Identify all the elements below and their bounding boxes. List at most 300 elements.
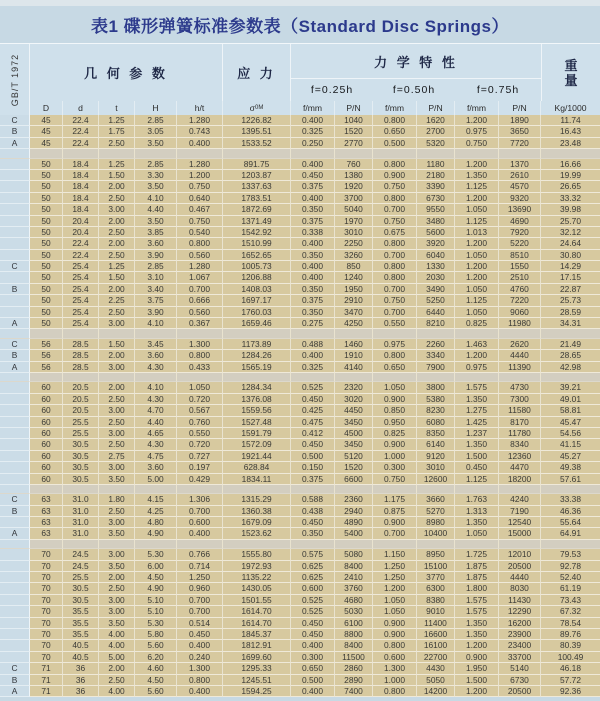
table-cell: 3450 xyxy=(335,417,373,428)
table-cell: 1.175 xyxy=(373,494,417,505)
table-cell: 3.60 xyxy=(135,350,177,361)
table-cell: 92.78 xyxy=(541,561,600,572)
table-cell: 1395.51 xyxy=(223,126,291,137)
table-cell: 25.4 xyxy=(63,261,99,272)
table-cell: 0.560 xyxy=(177,250,223,261)
table-cell: 4.75 xyxy=(135,451,177,462)
table-cell: 1.125 xyxy=(455,181,499,192)
table-cell xyxy=(177,149,223,158)
series-cell xyxy=(0,618,30,629)
table-cell: 2.00 xyxy=(99,216,135,227)
table-cell: 0.700 xyxy=(373,250,417,261)
table-cell: 4.70 xyxy=(135,405,177,416)
table-cell: 1.500 xyxy=(455,675,499,686)
table-cell: 14.29 xyxy=(541,261,600,272)
table-cell: 0.750 xyxy=(373,474,417,485)
table-cell: 1.200 xyxy=(455,159,499,170)
header-stress: 应 力 xyxy=(223,44,291,101)
table-cell: 1659.46 xyxy=(223,318,291,329)
table-cell: 25.4 xyxy=(63,272,99,283)
table-cell: 0.400 xyxy=(177,138,223,149)
table-cell: 2.50 xyxy=(99,394,135,405)
table-cell: 1460 xyxy=(335,339,373,350)
table-cell: 11780 xyxy=(499,428,541,439)
table-cell: 3.50 xyxy=(99,528,135,539)
table-row xyxy=(0,382,600,393)
table-cell: 4.80 xyxy=(135,517,177,528)
table-cell: 0.375 xyxy=(291,216,335,227)
table-cell: 1226.82 xyxy=(223,115,291,126)
table-cell: 50 xyxy=(30,159,63,170)
table-cell: 16.43 xyxy=(541,126,600,137)
table-cell: 1206.88 xyxy=(223,272,291,283)
table-cell: 4760 xyxy=(499,284,541,295)
table-cell: 15100 xyxy=(417,561,455,572)
table-cell: 60 xyxy=(30,394,63,405)
table-cell: 1.575 xyxy=(455,382,499,393)
table-cell: 30.80 xyxy=(541,250,600,261)
table-cell: 7300 xyxy=(499,394,541,405)
table-cell: 56 xyxy=(30,350,63,361)
table-cell: 8950 xyxy=(417,549,455,560)
table-row xyxy=(0,284,600,295)
table-cell: 24.64 xyxy=(541,238,600,249)
table-cell: 4.40 xyxy=(135,204,177,215)
table-cell: 0.650 xyxy=(291,663,335,674)
table-cell: 3.00 xyxy=(99,549,135,560)
table-cell: 1555.80 xyxy=(223,549,291,560)
table-cell: 0.400 xyxy=(291,272,335,283)
table-cell: 63 xyxy=(30,494,63,505)
table-cell: 1950 xyxy=(335,284,373,295)
table-cell: 4.30 xyxy=(135,394,177,405)
table-cell: 1.350 xyxy=(455,629,499,640)
table-cell: 3.60 xyxy=(135,462,177,473)
series-cell: A xyxy=(0,686,30,697)
table-cell xyxy=(335,373,373,382)
table-cell: 1910 xyxy=(335,350,373,361)
table-cell: 60 xyxy=(30,451,63,462)
table-cell: 0.438 xyxy=(291,506,335,517)
table-cell: 4.25 xyxy=(135,506,177,517)
table-cell: 1245.51 xyxy=(223,675,291,686)
table-cell: 45 xyxy=(30,126,63,137)
table-cell: 1.313 xyxy=(455,506,499,517)
table-cell xyxy=(135,540,177,549)
table-cell: 3.00 xyxy=(99,517,135,528)
table-cell: 0.700 xyxy=(373,528,417,539)
table-cell: 0.450 xyxy=(291,629,335,640)
table-row xyxy=(0,272,600,283)
table-cell: 18.4 xyxy=(63,170,99,181)
table-cell: 1.800 xyxy=(455,583,499,594)
table-row xyxy=(0,618,600,629)
table-cell: 0.800 xyxy=(373,238,417,249)
table-cell xyxy=(335,329,373,338)
table-cell: 20.5 xyxy=(63,405,99,416)
table-cell: 22.4 xyxy=(63,115,99,126)
table-cell: 3.45 xyxy=(135,339,177,350)
table-cell: 20.4 xyxy=(63,227,99,238)
table-cell: 3.50 xyxy=(135,216,177,227)
table-cell: 5380 xyxy=(417,394,455,405)
table-cell: 1559.56 xyxy=(223,405,291,416)
table-cell: 0.500 xyxy=(291,451,335,462)
table-cell: 60 xyxy=(30,462,63,473)
table-cell: 4680 xyxy=(335,595,373,606)
table-cell: 100.49 xyxy=(541,652,600,663)
table-cell xyxy=(177,485,223,494)
table-cell: 1360.38 xyxy=(223,506,291,517)
table-cell xyxy=(291,540,335,549)
column-label-row xyxy=(0,101,600,115)
table-cell: 1.125 xyxy=(455,295,499,306)
separator-row xyxy=(0,540,600,549)
table-cell: 63 xyxy=(30,517,63,528)
table-cell: 0.400 xyxy=(291,193,335,204)
table-cell: 2180 xyxy=(417,170,455,181)
table-cell: 0.450 xyxy=(291,439,335,450)
table-cell: 1.050 xyxy=(373,382,417,393)
table-cell: 0.960 xyxy=(177,583,223,594)
series-cell: B xyxy=(0,506,30,517)
table-cell: 3.50 xyxy=(135,138,177,149)
table-cell xyxy=(30,540,63,549)
table-cell: 0.400 xyxy=(291,686,335,697)
column-label: f/mm xyxy=(373,101,417,115)
table-cell: 7400 xyxy=(335,686,373,697)
table-cell: 5.00 xyxy=(135,474,177,485)
table-cell: 2.50 xyxy=(99,439,135,450)
table-cell: 1.350 xyxy=(455,517,499,528)
table-cell: 0.325 xyxy=(291,362,335,373)
table-cell: 0.567 xyxy=(177,405,223,416)
series-cell: C xyxy=(0,494,30,505)
table-cell: 2.50 xyxy=(99,675,135,686)
table-cell: 0.700 xyxy=(177,506,223,517)
table-cell: 50 xyxy=(30,307,63,318)
table-cell: 1240 xyxy=(335,272,373,283)
table-cell: 12600 xyxy=(417,474,455,485)
table-cell: 1523.62 xyxy=(223,528,291,539)
table-cell xyxy=(30,485,63,494)
column-label: f/mm xyxy=(291,101,335,115)
table-row xyxy=(0,307,600,318)
table-cell: 16100 xyxy=(417,640,455,651)
table-cell: 0.400 xyxy=(291,640,335,651)
column-label: P/N xyxy=(499,101,541,115)
deflection-group-label: f=0.50h xyxy=(392,84,436,96)
table-cell: 4.90 xyxy=(135,583,177,594)
table-cell: 0.325 xyxy=(291,126,335,137)
table-cell: 4140 xyxy=(335,362,373,373)
table-cell: 1.950 xyxy=(455,663,499,674)
table-cell: 3770 xyxy=(417,572,455,583)
table-cell: 2.75 xyxy=(99,451,135,462)
table-cell: 3010 xyxy=(417,462,455,473)
table-cell: 1.25 xyxy=(99,261,135,272)
table-cell: 1.300 xyxy=(373,663,417,674)
table-cell: 70 xyxy=(30,561,63,572)
table-cell: 1510.99 xyxy=(223,238,291,249)
table-cell: 0.450 xyxy=(291,394,335,405)
header-weight-line2: 量 xyxy=(564,72,578,88)
table-cell: 2260 xyxy=(417,339,455,350)
table-cell: 4500 xyxy=(335,428,373,439)
table-cell xyxy=(30,373,63,382)
table-cell: 10400 xyxy=(417,528,455,539)
table-cell: 3920 xyxy=(417,238,455,249)
table-row xyxy=(0,439,600,450)
table-cell: 1.875 xyxy=(455,572,499,583)
table-cell: 46.18 xyxy=(541,663,600,674)
series-cell: B xyxy=(0,284,30,295)
table-cell: 5.30 xyxy=(135,618,177,629)
table-cell: 1.300 xyxy=(177,339,223,350)
table-cell: 46.36 xyxy=(541,506,600,517)
table-cell: 60 xyxy=(30,417,63,428)
series-cell xyxy=(0,227,30,238)
table-cell: 70 xyxy=(30,583,63,594)
series-cell xyxy=(0,540,30,549)
header-weight-line1: 重 xyxy=(564,57,578,73)
table-cell: 60 xyxy=(30,474,63,485)
table-cell: 1550 xyxy=(499,261,541,272)
table-cell: 28.5 xyxy=(63,362,99,373)
table-cell: 1760.03 xyxy=(223,307,291,318)
table-cell: 11400 xyxy=(417,618,455,629)
standard-label-cell xyxy=(0,44,30,115)
table-cell: 0.750 xyxy=(177,181,223,192)
table-cell: 0.400 xyxy=(291,350,335,361)
table-cell: 32.12 xyxy=(541,227,600,238)
table-cell: 1.50 xyxy=(99,339,135,350)
table-cell: 0.700 xyxy=(177,284,223,295)
table-cell: 2.50 xyxy=(99,506,135,517)
table-cell: 6140 xyxy=(417,439,455,450)
table-cell: 1812.91 xyxy=(223,640,291,651)
table-cell: 2.85 xyxy=(135,159,177,170)
table-cell: 1.067 xyxy=(177,272,223,283)
table-cell: 2620 xyxy=(499,339,541,350)
table-cell: 42.98 xyxy=(541,362,600,373)
table-cell: 25.70 xyxy=(541,216,600,227)
table-cell: 1.500 xyxy=(455,451,499,462)
table-row xyxy=(0,549,600,560)
table-cell xyxy=(291,329,335,338)
table-cell: 0.975 xyxy=(455,362,499,373)
column-label: d xyxy=(63,101,99,115)
table-cell: 1295.33 xyxy=(223,663,291,674)
table-cell: 56 xyxy=(30,339,63,350)
table-cell: 22.4 xyxy=(63,238,99,249)
series-cell: A xyxy=(0,528,30,539)
table-cell: 35.5 xyxy=(63,618,99,629)
table-cell: 0.800 xyxy=(177,350,223,361)
table-cell: 1.25 xyxy=(99,159,135,170)
table-cell: 50 xyxy=(30,295,63,306)
table-cell: 20500 xyxy=(499,561,541,572)
table-cell: 52.40 xyxy=(541,572,600,583)
table-cell: 1.875 xyxy=(455,561,499,572)
table-cell: 0.350 xyxy=(291,528,335,539)
table-cell: 11980 xyxy=(499,318,541,329)
table-cell: 71 xyxy=(30,686,63,697)
table-cell: 0.488 xyxy=(291,339,335,350)
table-cell: 3.00 xyxy=(99,204,135,215)
table-cell: 11.74 xyxy=(541,115,600,126)
table-cell: 39.21 xyxy=(541,382,600,393)
table-cell: 3.00 xyxy=(99,405,135,416)
table-cell: 5600 xyxy=(417,227,455,238)
separator-row xyxy=(0,485,600,494)
page-title: 表1 碟形弹簧标准参数表（Standard Disc Springs） xyxy=(91,17,509,36)
series-cell xyxy=(0,485,30,494)
table-cell: 0.433 xyxy=(177,362,223,373)
table-cell: 4.15 xyxy=(135,494,177,505)
table-cell: 1.50 xyxy=(99,170,135,181)
table-cell: 9010 xyxy=(417,606,455,617)
table-cell: 6040 xyxy=(417,250,455,261)
table-cell: 0.720 xyxy=(177,439,223,450)
series-cell xyxy=(0,549,30,560)
table-cell: 4.65 xyxy=(135,428,177,439)
table-row xyxy=(0,606,600,617)
table-cell: 26.65 xyxy=(541,181,600,192)
table-cell: 4.50 xyxy=(135,675,177,686)
table-cell xyxy=(63,540,99,549)
table-cell xyxy=(99,373,135,382)
series-cell xyxy=(0,193,30,204)
table-cell: 30.5 xyxy=(63,439,99,450)
table-cell xyxy=(499,373,541,382)
table-cell: 5.00 xyxy=(99,652,135,663)
table-header xyxy=(0,43,600,115)
table-cell: 0.675 xyxy=(373,227,417,238)
series-cell xyxy=(0,583,30,594)
table-cell: 50 xyxy=(30,227,63,238)
table-cell: 35.5 xyxy=(63,629,99,640)
table-cell: 0.825 xyxy=(455,318,499,329)
table-cell: 3490 xyxy=(417,284,455,295)
table-cell: 0.900 xyxy=(455,652,499,663)
table-cell: 5040 xyxy=(335,204,373,215)
table-cell: 16600 xyxy=(417,629,455,640)
table-cell: 1376.08 xyxy=(223,394,291,405)
separator-row xyxy=(0,373,600,382)
table-cell: 4440 xyxy=(499,572,541,583)
table-cell: 2250 xyxy=(335,238,373,249)
header-mechanical: 力 学 特 性 xyxy=(291,44,541,79)
table-cell: 1.425 xyxy=(455,417,499,428)
table-cell: 30.5 xyxy=(63,451,99,462)
table-cell: 2.50 xyxy=(99,583,135,594)
table-cell xyxy=(541,329,600,338)
table-cell: 20.5 xyxy=(63,394,99,405)
table-cell xyxy=(455,540,499,549)
table-cell: 4250 xyxy=(335,318,373,329)
table-row xyxy=(0,528,600,539)
table-cell xyxy=(63,149,99,158)
table-cell: 2890 xyxy=(335,675,373,686)
table-row xyxy=(0,159,600,170)
table-cell: 22.87 xyxy=(541,284,600,295)
table-cell: 760 xyxy=(335,159,373,170)
table-cell: 2860 xyxy=(335,663,373,674)
deflection-group-label: f=0.25h xyxy=(310,84,354,96)
table-cell xyxy=(373,329,417,338)
table-cell: 1.050 xyxy=(373,595,417,606)
table-cell: 1040 xyxy=(335,115,373,126)
table-cell: 39.98 xyxy=(541,204,600,215)
table-cell xyxy=(99,540,135,549)
table-cell: 0.750 xyxy=(177,216,223,227)
table-cell: 3.00 xyxy=(99,462,135,473)
table-cell: 0.800 xyxy=(177,675,223,686)
table-cell: 22.4 xyxy=(63,138,99,149)
table-cell: 3.85 xyxy=(135,227,177,238)
table-cell: 0.350 xyxy=(291,204,335,215)
table-cell: 31.0 xyxy=(63,494,99,505)
table-cell: 3.90 xyxy=(135,307,177,318)
table-cell: 25.4 xyxy=(63,318,99,329)
table-cell: 50 xyxy=(30,272,63,283)
table-cell: 1920 xyxy=(335,181,373,192)
table-cell: 850 xyxy=(335,261,373,272)
table-cell: 3010 xyxy=(335,227,373,238)
table-cell: 0.900 xyxy=(373,618,417,629)
table-cell xyxy=(223,329,291,338)
table-cell: 54.56 xyxy=(541,428,600,439)
table-cell: 1972.93 xyxy=(223,561,291,572)
series-cell xyxy=(0,417,30,428)
series-cell: B xyxy=(0,350,30,361)
series-cell xyxy=(0,561,30,572)
table-cell: 0.600 xyxy=(177,517,223,528)
table-cell: 11430 xyxy=(499,595,541,606)
series-cell: C xyxy=(0,663,30,674)
table-cell: 31.0 xyxy=(63,506,99,517)
table-cell: 22.4 xyxy=(63,250,99,261)
table-cell xyxy=(99,329,135,338)
table-cell xyxy=(30,329,63,338)
table-cell: 71 xyxy=(30,675,63,686)
table-cell: 36 xyxy=(63,675,99,686)
table-cell: 3340 xyxy=(417,350,455,361)
series-cell xyxy=(0,295,30,306)
table-cell: 1520 xyxy=(335,462,373,473)
table-cell: 1284.26 xyxy=(223,350,291,361)
table-cell: 3.30 xyxy=(135,170,177,181)
table-cell: 89.76 xyxy=(541,629,600,640)
table-cell: 50 xyxy=(30,238,63,249)
table-row xyxy=(0,517,600,528)
table-cell: 5080 xyxy=(335,549,373,560)
table-cell: 0.525 xyxy=(291,595,335,606)
table-cell: 12290 xyxy=(499,606,541,617)
table-cell: 50 xyxy=(30,250,63,261)
table-cell: 3.75 xyxy=(135,295,177,306)
table-cell: 2360 xyxy=(335,494,373,505)
column-label: D xyxy=(30,101,63,115)
table-cell xyxy=(455,149,499,158)
table-cell: 0.375 xyxy=(291,295,335,306)
table-cell: 0.760 xyxy=(177,417,223,428)
series-cell xyxy=(0,451,30,462)
table-cell: 1591.79 xyxy=(223,428,291,439)
table-cell xyxy=(135,149,177,158)
table-cell xyxy=(223,485,291,494)
